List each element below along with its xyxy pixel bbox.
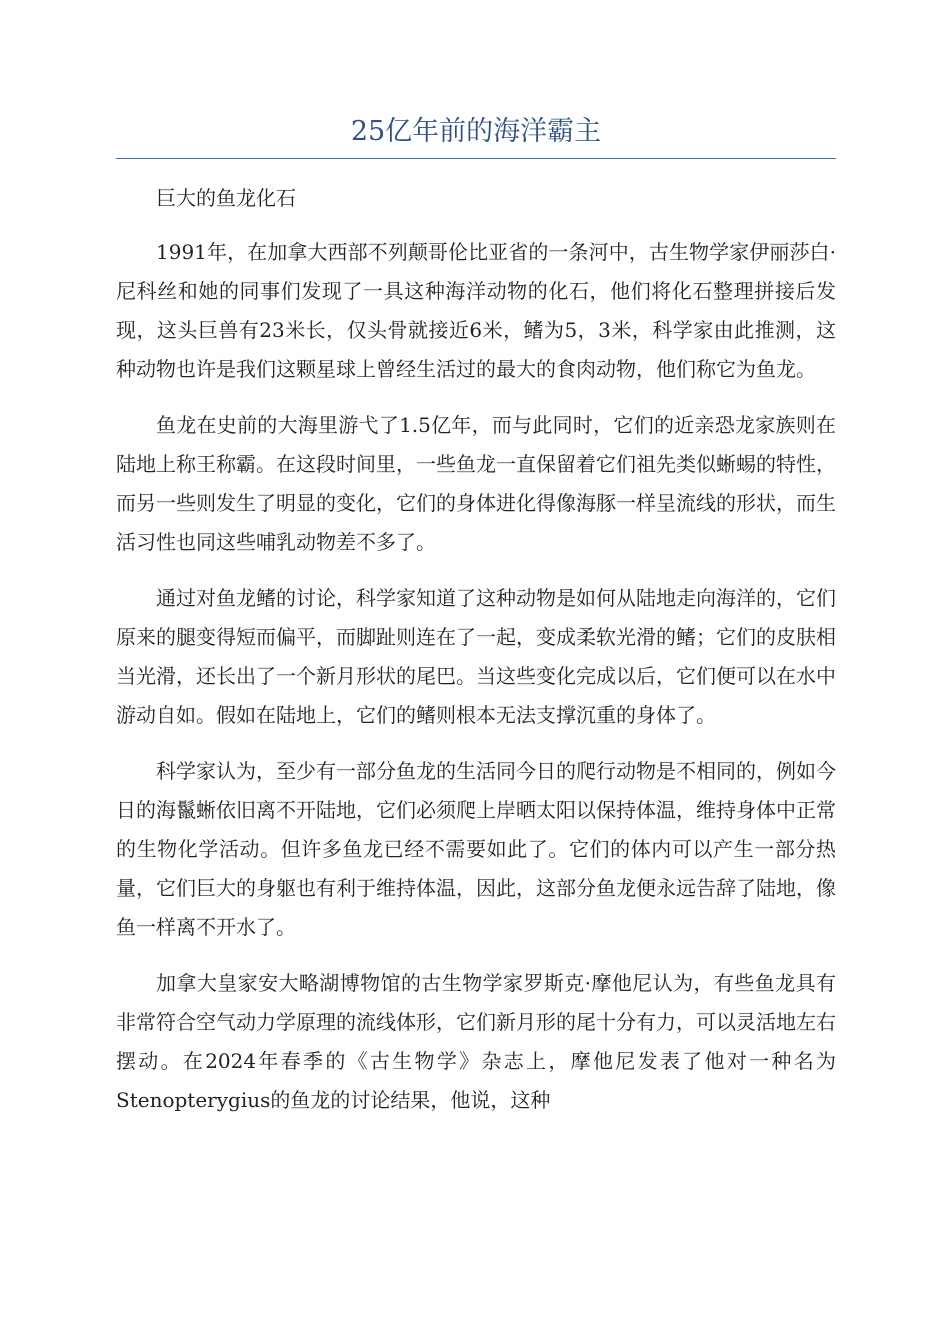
paragraph-4: 科学家认为，至少有一部分鱼龙的生活同今日的爬行动物是不相同的，例如今日的海鬣蜥依旧离不开陆地，它们必须爬上岸晒太阳以保持体温，维持身体中正常的生物化学活动。但许多鱼龙已经不需要如此了。它们的体内可以产生一部分热量，它们巨大的身躯也有利于维持体温，因此，这部分鱼龙便永远告辞了陆地，像鱼一样离不开水了。: [116, 759, 836, 939]
paragraph-5: 加拿大皇家安大略湖博物馆的古生物学家罗斯克·摩他尼认为，有些鱼龙具有非常符合空气动力学原理的流线体形，它们新月形的尾十分有力，可以灵活地左右摆动。在2024年春季的《古生物学》杂志上，摩他尼发表了他对一种名为Stenopterygius的鱼龙的讨论结果，他说，这种: [116, 971, 836, 1112]
document-title: 25亿年前的海洋霸主: [350, 116, 602, 147]
paragraph-1: 1991年，在加拿大西部不列颠哥伦比亚省的一条河中，古生物学家伊丽莎白·尼科丝和她的同事们发现了一具这种海洋动物的化石，他们将化石整理拼接后发现，这头巨兽有23米长，仅头骨就接近6米，鳍为5，3米，科学家由此推测，这种动物也许是我们这颗星球上曾经生活过的最大的食肉动物，他们称它为鱼龙。: [116, 240, 836, 381]
paragraph-3: 通过对鱼龙鳍的讨论，科学家知道了这种动物是如何从陆地走向海洋的，它们原来的腿变得短而偏平，而脚趾则连在了一起，变成柔软光滑的鳍；它们的皮肤相当光滑，还长出了一个新月形状的尾巴。当这些变化完成以后，它们便可以在水中游动自如。假如在陆地上，它们的鳍则根本无法支撑沉重的身体了。: [116, 586, 836, 727]
document-page: [116, 112, 836, 1137]
paragraph-2: 鱼龙在史前的大海里游弋了1.5亿年，而与此同时，它们的近亲恐龙家族则在陆地上称王称霸。在这段时间里，一些鱼龙一直保留着它们祖先类似蜥蜴的特性，而另一些则发生了明显的变化，它们的身体进化得像海豚一样呈流线的形状，而生活习性也同这些哺乳动物差不多了。: [116, 413, 836, 554]
title-underline: [116, 158, 836, 159]
section-subtitle: 巨大的鱼龙化石: [156, 186, 296, 210]
